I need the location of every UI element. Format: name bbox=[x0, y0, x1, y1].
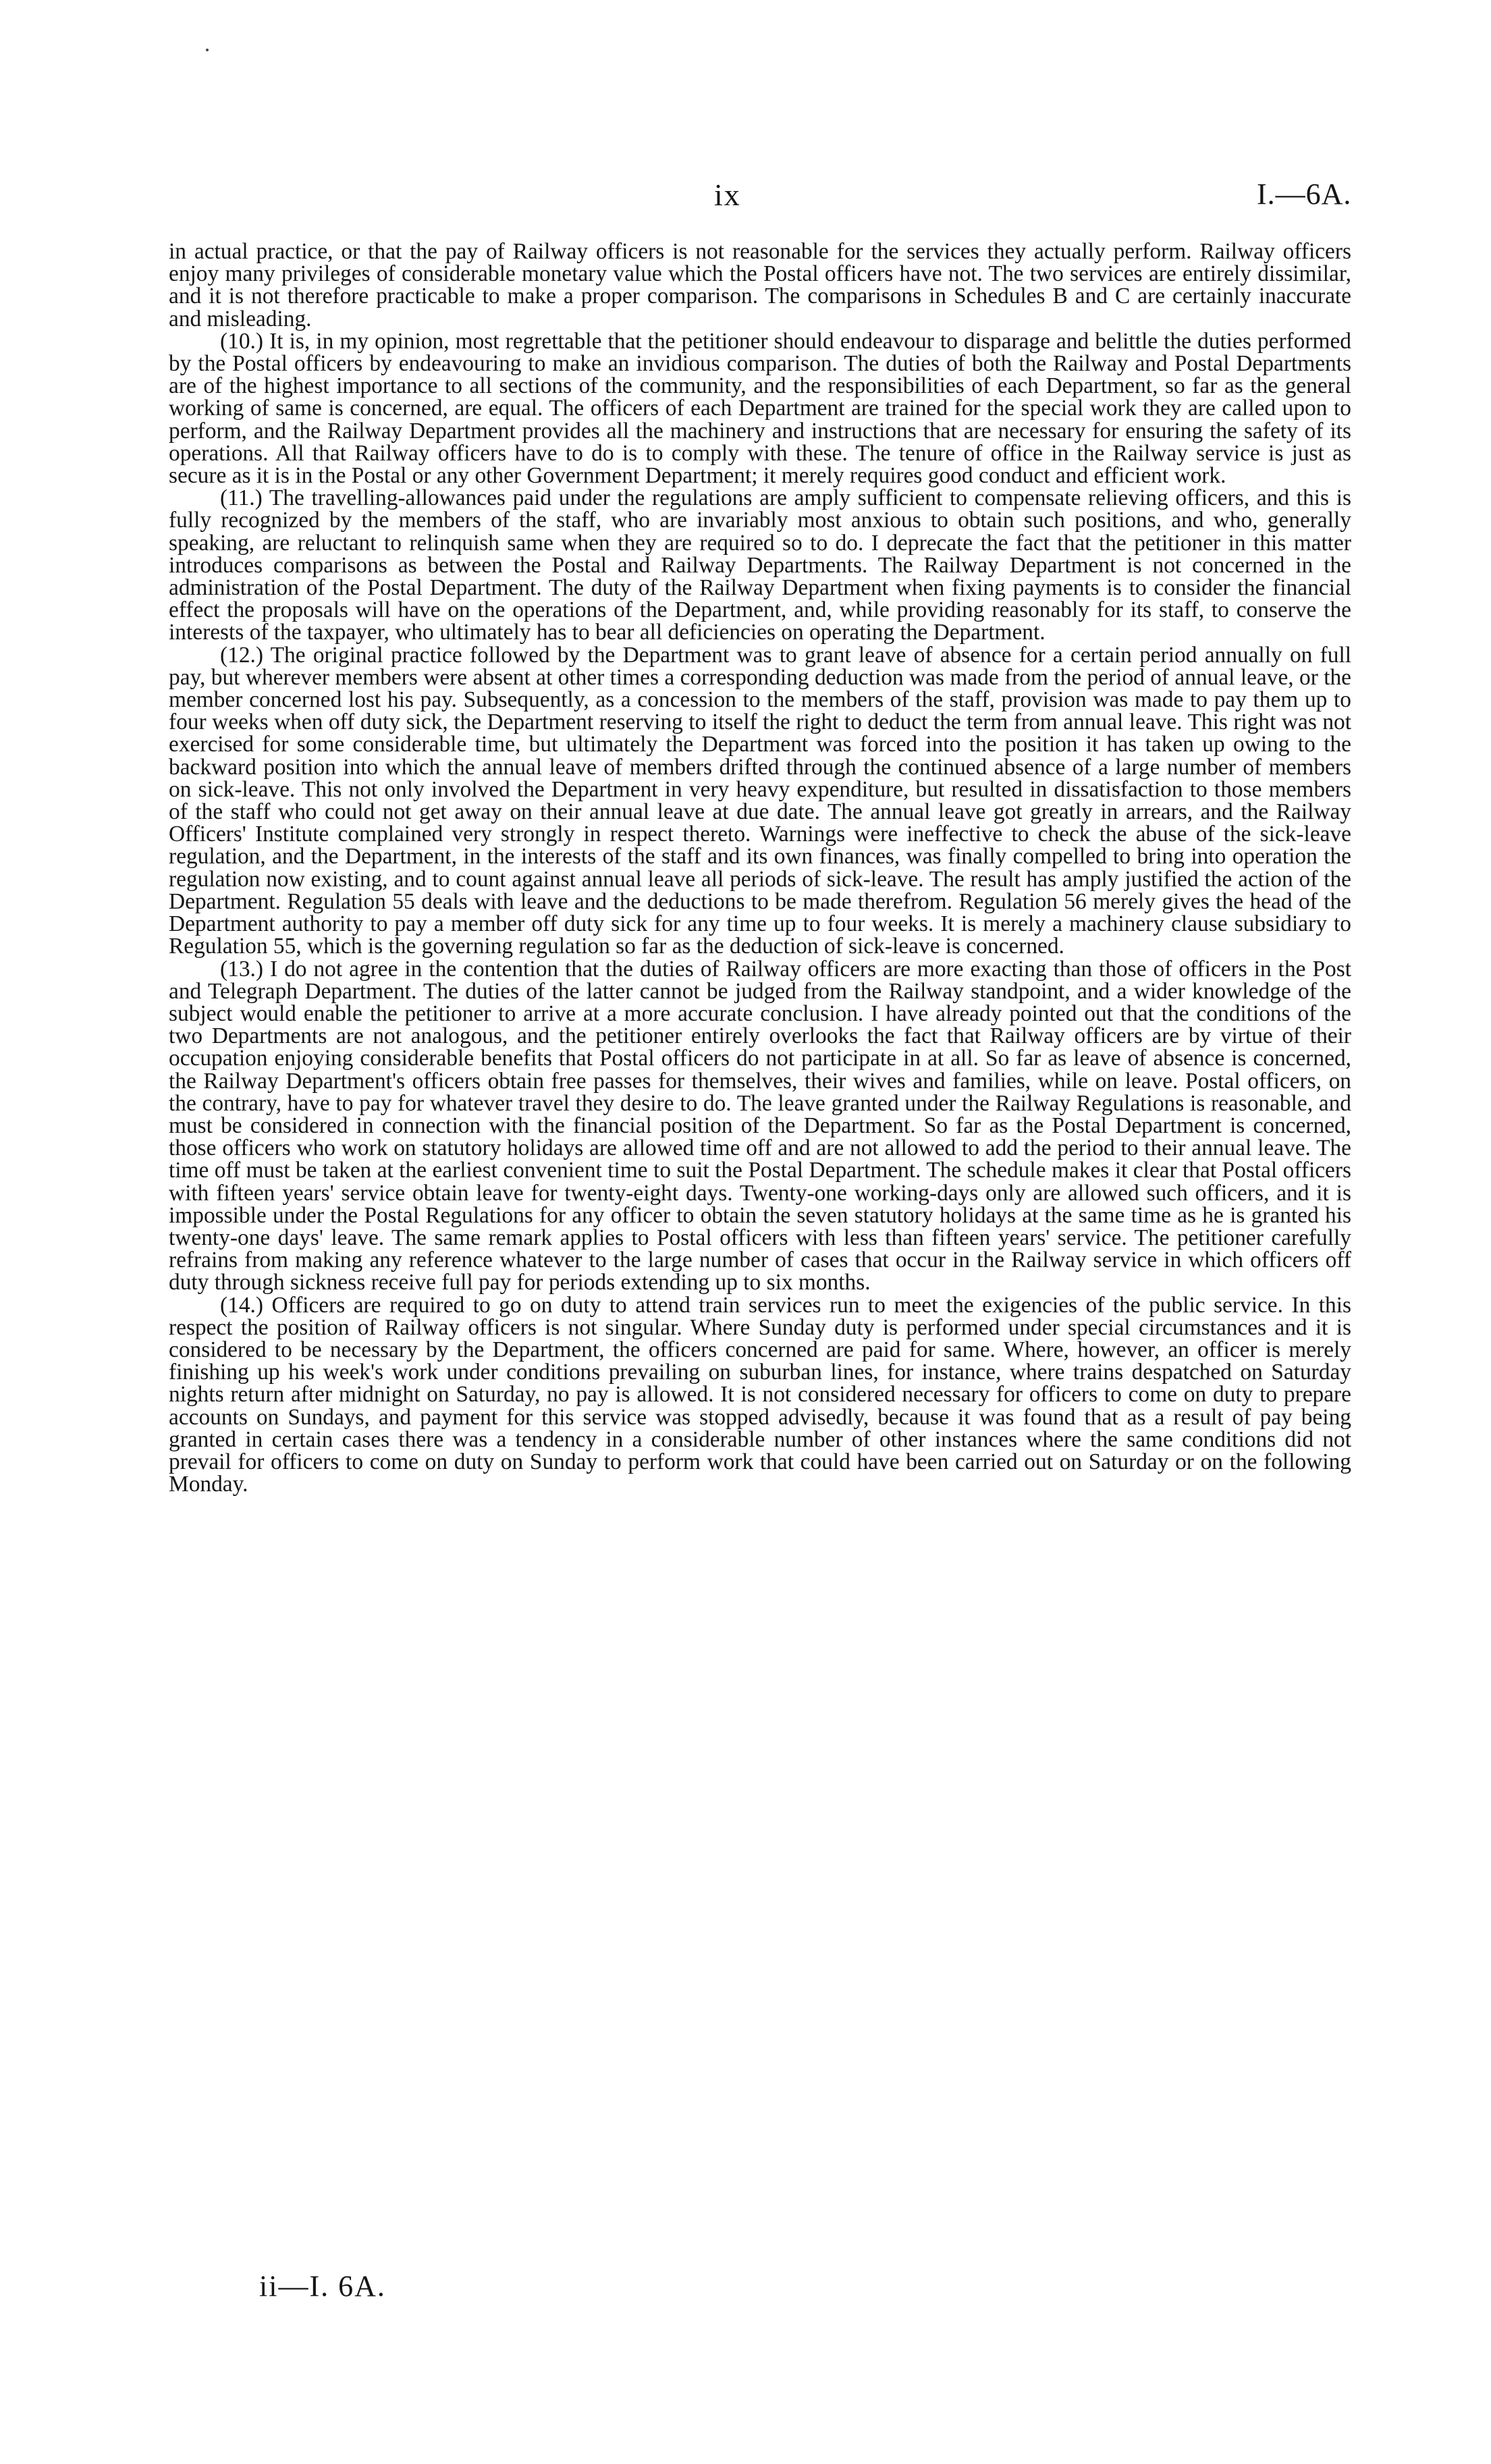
paper-reference: I.—6A. bbox=[1257, 178, 1352, 211]
page-number: ix bbox=[714, 178, 741, 212]
paragraph-13: (13.) I do not agree in the contention that the duties of Railway officers are more exacting than those of officers in the Post and Telegraph Department. The duties of the latter cannot be judged from the Railway standpoint, and a wider knowledge of the subject would enable the petitioner to arrive at a more accurate conclusion. I have already pointed out that the conditions of the two Departments are not analogous, and the petitioner entirely overlooks the fact that Railway officers are by virtue of their occupation enjoying considerable benefits that Postal officers do not participate in at all. So far as leave of absence is concerned, the Railway Department's officers obtain free passes for themselves, their wives and families, while on leave. Postal officers, on the contrary, have to pay for whatever travel they desire to do. The leave granted under the Railway Regulations is reasonable, and must be considered in connection with the financial position of the Department. So far as the Postal Department is concerned, those officers who work on statutory holidays are allowed time off and are not allowed to add the period to their annual leave. The time off must be taken at the earliest convenient time to suit the Postal Department. The schedule makes it clear that Postal officers with fifteen years' service obtain leave for twenty-eight days. Twenty-one working-days only are allowed such officers, and it is impossible under the Postal Regulations for any officer to obtain the seven statutory holidays at the same time as he is granted his twenty-one days' leave. The same remark applies to Postal officers with less than fifteen years' service. The petitioner carefully refrains from making any reference whatever to the large number of cases that occur in the Railway service in which officers off duty through sickness receive full pay for periods extending up to six months. bbox=[169, 956, 1351, 1295]
paragraph-11: (11.) The travelling-allowances paid under the regulations are amply sufficient to compensate relieving officers, and this is fully recognized by the members of the staff, who are invariably most anxious to obtain such positions, and who, generally speaking, are reluctant to relinquish same when they are required so to do. I deprecate the fact that the petitioner in this matter introduces comparisons as between the Postal and Railway Departments. The Railway Department is not concerned in the administration of the Postal Department. The duty of the Railway Department when fixing payments is to consider the financial effect the proposals will have on the operations of the Department, and, while providing reasonably for its staff, to conserve the interests of the taxpayer, who ultimately has to bear all deficiencies on operating the Department. bbox=[169, 485, 1351, 645]
paragraph-continuation: in actual practice, or that the pay of Railway officers is not reasonable for the services they actually perform. Railway officers enjoy many privileges of considerable monetary value which the Postal officers have not. The two services are entirely dissimilar, and it is not therefore practicable to make a proper comparison. The comparisons in Schedules B and C are certainly inaccurate and misleading. bbox=[169, 239, 1351, 331]
signature-mark: ii—I. 6A. bbox=[259, 2270, 386, 2303]
page-header bbox=[0, 177, 1491, 224]
body-text bbox=[169, 240, 1351, 1495]
paragraph-14: (14.) Officers are required to go on duty to attend train services run to meet the exigencies of the public service. In this respect the position of Railway officers is not singular. Where Sunday duty is performed under special circumstances and it is considered to be necessary by the Department, the officers concerned are paid for same. Where, however, an officer is merely finishing up his week's work under conditions prevailing on suburban lines, for instance, where trains despatched on Saturday nights return after midnight on Saturday, no pay is allowed. It is not considered necessary for officers to come on duty to prepare accounts on Sundays, and payment for this service was stopped advisedly, because it was found that as a result of pay being granted in certain cases there was a tendency in a considerable number of other instances where the same conditions did not prevail for officers to come on duty on Sunday to perform work that could have been carried out on Saturday or on the following Monday. bbox=[169, 1292, 1351, 1497]
scan-mark bbox=[206, 49, 209, 51]
paragraph-10: (10.) It is, in my opinion, most regrettable that the petitioner should endeavour to disparage and belittle the duties performed by the Postal officers by endeavouring to make an invidious comparison. The duties of both the Railway and Postal Departments are of the highest importance to all sections of the community, and the responsibilities of each Department, so far as the general working of same is concerned, are equal. The officers of each Department are trained for the special work they are called upon to perform, and the Railway Department provides all the machinery and instructions that are necessary for ensuring the safety of its operations. All that Railway officers have to do is to comply with these. The tenure of office in the Railway service is just as secure as it is in the Postal or any other Government Department; it merely requires good conduct and efficient work. bbox=[169, 328, 1351, 489]
paragraph-12: (12.) The original practice followed by the Department was to grant leave of absence for a certain period annually on full pay, but wherever members were absent at other times a corresponding deduction was made from the period of annual leave, or the member concerned lost his pay. Subsequently, as a concession to the members of the staff, provision was made to pay them up to four weeks when off duty sick, the Department reserving to itself the right to deduct the term from annual leave. This right was not exercised for some considerable time, but ultimately the Department was forced into the position it has taken up owing to the backward position into which the annual leave of members drifted through the continued absence of a large number of members on sick-leave. This not only involved the Department in very heavy expenditure, but resulted in dissatisfaction to those members of the staff who could not get away on their annual leave at due date. The annual leave got greatly in arrears, and the Railway Officers' Institute complained very strongly in respect thereto. Warnings were ineffective to check the abuse of the sick-leave regulation, and the Department, in the interests of the staff and its own finances, was finally compelled to bring into operation the regulation now existing, and to count against annual leave all periods of sick-leave. The result has amply justified the action of the Department. Regulation 55 deals with leave and the deductions to be made therefrom. Regulation 56 merely gives the head of the Department authority to pay a member off duty sick for any time up to four weeks. It is merely a machinery clause subsidiary to Regulation 55, which is the governing regulation so far as the deduction of sick-leave is concerned. bbox=[169, 642, 1351, 959]
